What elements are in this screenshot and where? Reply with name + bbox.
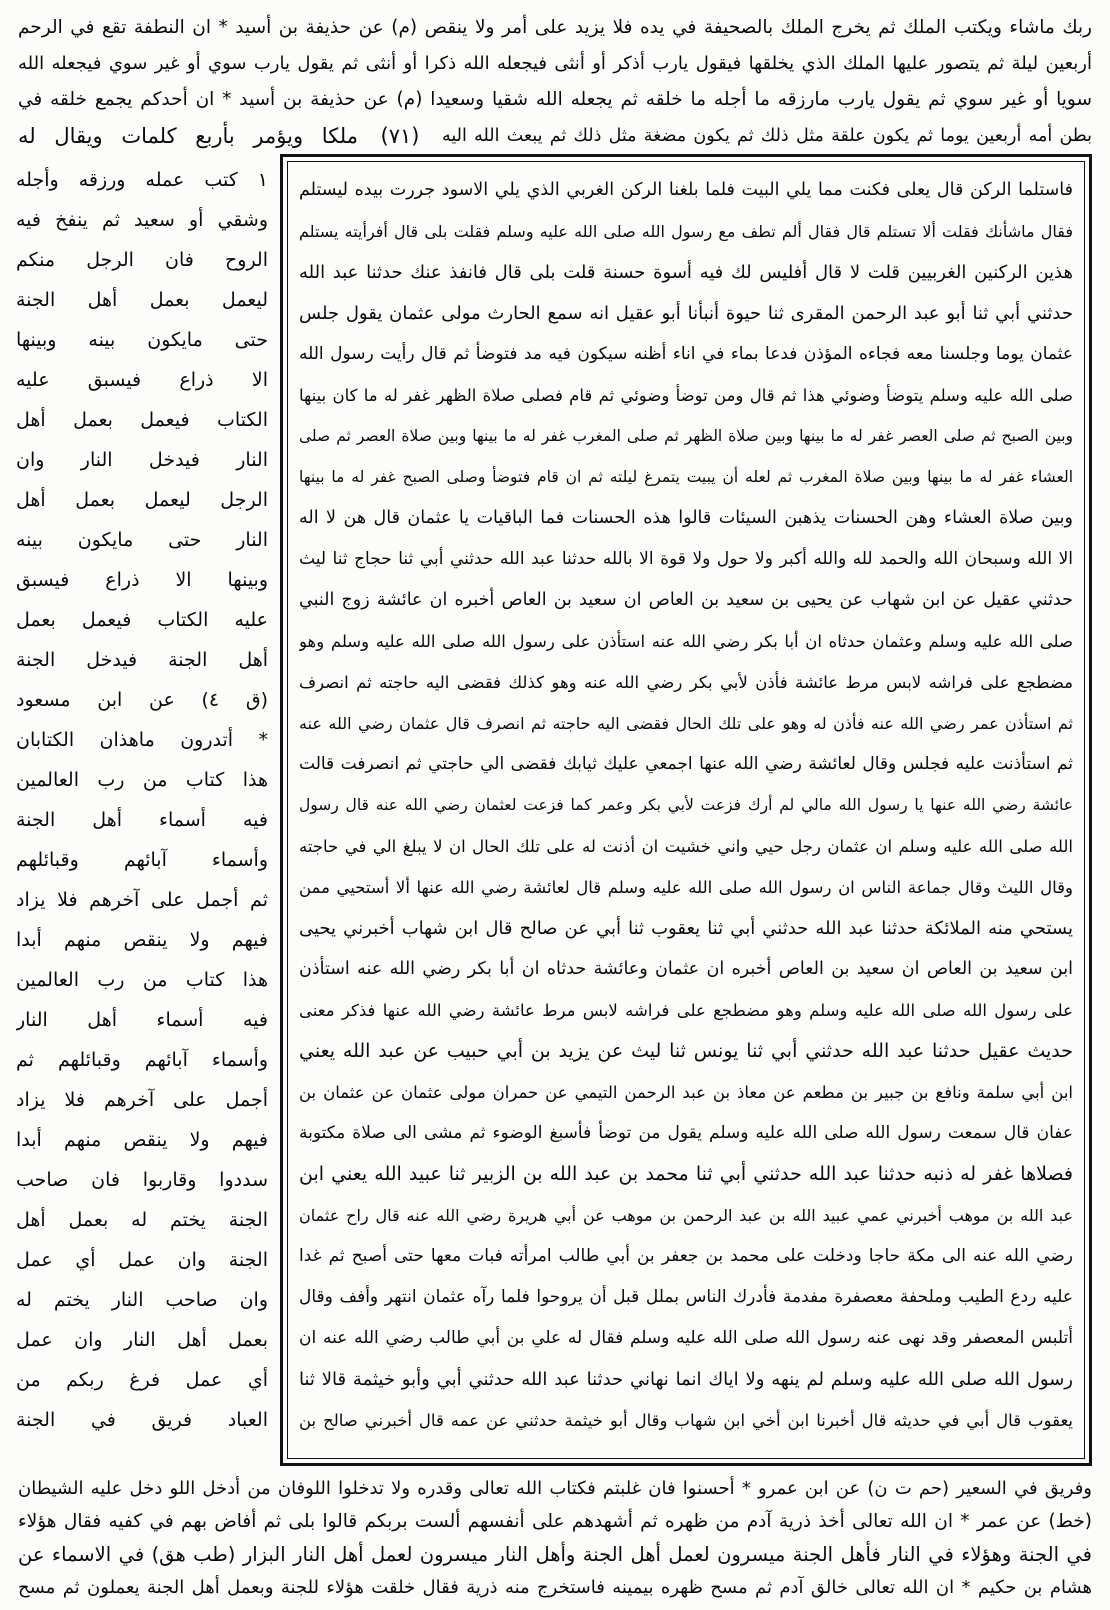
margin-line: أجمل على آخرهم فلا يزاد [16,1089,268,1111]
main-text-line: وبين الصبح ثم صلى العصر غفر له ما بينها وبين صلاة الظهر ثم صلى المغرب غفر له ما بينها وبين صلاة العصر ثم صلى [299,427,1073,445]
margin-line: وأسماء آبائهم وقبائلهم ثم [16,1049,268,1071]
margin-line: * أتدرون ماهذان الكتابان [16,729,268,751]
margin-line: النار فيدخل النار وان [16,449,268,471]
margin-line: النار حتى مايكون بينه [16,529,268,551]
main-text-line: رسول الله صلى الله عليه وسلم لم ينهه ولا اياك انما نهاني حدثنا عبد الله حدثني أبي وأبو خيثمة قالا ثنا [299,1369,1073,1390]
header-line-segment: ملكا ويؤمر بأربع كلمات ويقال له [18,124,358,148]
main-text-line: عثمان يوما وجلسنا معه فجاءه المؤذن فدعا بماء في اناء أظنه سيكون فيه مد فتوضأ ثم قال رأيت رسول الله [299,344,1073,364]
main-text-line: عبد الله بن موهب أخبرني عمي عبيد الله بن عبد الرحمن بن موهب عن أبي هريرة رضي الله عنه قال راح عثمان [299,1206,1073,1225]
margin-line: هذا كتاب من رب العالمين [16,769,268,791]
margin-line: ليعمل بعمل أهل الجنة [16,289,268,311]
main-text-line: فاستلما الركن قال يعلى فكنت مما يلي البيت فلما بلغنا الركن الغربي الذي يلي الاسود جررت بيده ليستلم [299,180,1073,200]
margin-line: الرجل ليعمل بعمل أهل [16,489,268,511]
main-text-line: حدثني أبي ثنا أبو عبد الرحمن المقرى ثنا حيوة أنبأنا أبو عقيل انه سمع الحارث مولى عثمان يقول جلس [299,303,1073,324]
main-text-line: حدثني عقيل عن ابن شهاب عن يحيى بن سعيد بن العاص ان سعيد بن العاص أخبره ان عائشة زوج النبي [299,590,1073,610]
main-text-line: ثم استأذنت عليه فجلس وقال لعائشة رضي الله عنها اجمعي عليك ثيابك فقضى الي حاجتي ثم انصرفت قالت [299,754,1073,774]
main-text-line: صلى الله عليه وسلم يتوضأ وضوئي هذا ثم قال ومن توضأ وضوئي ثم قام فصلى صلاة الظهر غفر له ما كان بينها [299,386,1073,405]
main-text-line: رضي الله عنه الى مكة حاجا ودخلت على محمد بن جعفر بن أبي طالب امرأته فبات معها حتى أصبح ثم غدا [299,1246,1073,1266]
main-text-line: فقال ماشأنك فقلت ألا تستلم قال فقال ألم تطف مع رسول الله صلى الله عليه وسلم فقلت بلى قال أفرأيته يستلم [299,222,1073,241]
margin-line: بعمل أهل النار وان عمل [16,1329,268,1351]
margin-line: الجنة يختم له بعمل أهل [16,1209,268,1231]
margin-line: فيهم ولا ينقص منهم أبدا [16,929,268,951]
margin-line: وأسماء آبائهم وقبائلهم [16,849,268,871]
footer-line: هشام بن حكيم * ان الله تعالى خالق آدم ثم مسح ظهره بيمينه فاستخرج منه ذرية فقال خلقت هؤلاء للجنة وبعمل أهل الجنة يعملون ثم مسح [18,1577,1092,1598]
margin-line: وان صاحب النار يختم له [16,1289,268,1311]
margin-line: فيهم ولا ينقص منهم أبدا [16,1129,268,1151]
margin-line: هذا كتاب من رب العالمين [16,969,268,991]
main-text-line: عائشة رضي الله عنها يا رسول الله مالي لم أرك فزعت لأبي بكر وعمر كما فزعت لعثمان رضي الله عنه قال رسول [299,796,1073,814]
margin-line: وشقي أو سعيد ثم ينفخ فيه [16,209,268,231]
main-text-line: وبين صلاة العشاء وهن الحسنات يذهبن السيئات قالوا هذه الحسنات فما الباقيات يا عثمان قال هن لا اله [299,508,1073,528]
main-text-line: على رسول الله صلى الله عليه وسلم وهو مضطجع على فراشه لابس مرط عائشة رضي الله عنها فذكر معنى [299,1001,1073,1020]
main-text-line: فصلاها غفر له ذنبه حدثنا عبد الله حدثني أبي ثنا محمد بن عبد الله بن الزبير ثنا عبيد الله يعني ابن [299,1163,1073,1185]
main-text-line: العشاء غفر له ما بينها وبين صلاة المغرب ثم لعله أن يبيت يتمرغ ليلته ثم ان قام فتوضأ وصلى الصبح غفر له ما بينها [299,468,1073,486]
margin-line: وبينها الا ذراع فيسبق [16,569,268,591]
footer-line: (خط) عن عمر * ان الله تعالى أخذ ذرية آدم من ظهره ثم أشهدهم على أنفسهم ألست بربكم قالوا بلى ثم أفاض بهم في كفيه فقال هؤلاء [18,1511,1092,1532]
margin-line: ١ كتب عمله ورزقه وأجله [16,169,268,191]
margin-line: الا ذراع فيسبق عليه [16,369,268,391]
margin-line: فيه أسماء أهل النار [16,1009,268,1031]
main-text-line: ثم استأذن عمر رضي الله عنه فأذن له وهو على تلك الحال فقضى اليه حاجته ثم انصرف قال عثمان رضي الله عنه [299,714,1073,733]
main-text-line: صلى الله عليه وسلم وعثمان حدثاه ان أبا بكر رضي الله عنه استأذن على رسول الله صلى الله عليه وسلم وهو [299,632,1073,651]
main-text-line: يعقوب قال أبي في حديثه قال أخبرنا ابن أخي ابن شهاب وقال أبو خيثمة حدثني عن عمه قال أخبرني صالح بن [299,1411,1073,1430]
footer-line: وفريق في السعير (حم ت ن) عن ابن عمرو * أحسنوا فان غلبتم فكتاب الله تعالى وقدره ولا تدخلوا اللوفان من أدخل اللو دخل عليه الشيطان [18,1478,1092,1499]
footer-text-block [18,1472,1092,1604]
header-line: سويا أو غير سوي ثم يقول يارب مارزقه ما أجله ما خلقه ثم يجعله الله شقيا وسعيدا (م) عن حذيفة بن أسيد * ان أحدكم يجمع خلقه في [18,89,1092,110]
main-text-line: وقال الليث وقال جماعة الناس ان رسول الله صلى الله عليه وسلم قال لعائشة رضي الله عنها ألا أستحيي ممن [299,878,1073,897]
main-text-line: عفان قال سمعت رسول الله صلى الله عليه وسلم يقول من توضأ فأسبغ الوضوء ثم مشى الى صلاة مكتوبة [299,1123,1073,1143]
main-text-box-inner-border [287,161,1085,1459]
main-text-line: حديث عقيل حدثنا عبد الله حدثني أبي ثنا يونس ثنا ليث عن يزيد بن أبي حبيب عن عبد الله يعني [299,1040,1073,1062]
header-line: أربعين ليلة ثم يتصور عليها الملك الذي يخلقها فيقول يارب أذكر أو أنثى فيجعله الله ذكرا أو أنثى ثم يقول يارب سوي أو غير سوي فيجعله الله [18,53,1092,74]
main-text-line: ابن سعيد بن العاص ان سعيد بن العاص أخبره ان عثمان وعائشة حدثاه ان أبا بكر رضي الله عنه استأذن [299,959,1073,979]
margin-line: سددوا وقاربوا فان صاحب [16,1169,268,1191]
main-text-line: أتلبس المعصفر وقد نهى عنه رسول الله صلى الله عليه وسلم فقال له علي بن أبي طالب رضي الله عنه ان [299,1328,1073,1348]
margin-line: الروح فان الرجل منكم [16,249,268,271]
header-line-segment: بطن أمه أربعين يوما ثم يكون علقة مثل ذلك ثم يكون مضغة مثل ذلك ثم يبعث الله اليه [442,126,1092,146]
main-text-line: ابن أبي سلمة ونافع بن جبير بن مطعم عن معاذ بن عبد الرحمن التيمي عن حمران مولى عثمان عن عثمان بن [299,1083,1073,1102]
page-number: (٧١) [380,124,420,148]
margin-line: حتى مايكون بينه وبينها [16,329,268,351]
margin-line: ثم أجمل على آخرهم فلا يزاد [16,889,268,911]
margin-line: الكتاب فيعمل بعمل أهل [16,409,268,431]
margin-line: عليه الكتاب فيعمل بعمل [16,609,268,631]
header-line: ربك ماشاء ويكتب الملك ثم يخرج الملك بالصحيفة في يده فلا يزيد على أمر ولا ينقص (م) عن حذيفة بن أسيد * ان النطفة تقع في الرحم [18,17,1092,38]
header-line-with-page-number [18,118,1092,154]
footer-line: في الجنة وهؤلاء في النار فأهل الجنة ميسرون لعمل أهل الجنة وأهل النار ميسرون لعمل أهل النار البزار (طب هق) في الاسماء عن [18,1543,1092,1566]
main-text-line: عليه ردع الطيب وملحفة معصفرة مفدمة فأدرك الناس بملل قبل أن يروحوا فلما رآه عثمان انتهر وأفف وقال [299,1287,1073,1307]
margin-commentary-column [16,160,268,1440]
margin-line: أهل الجنة فيدخل الجنة [16,649,268,671]
margin-line: (ق ٤) عن ابن مسعود [16,689,268,711]
margin-line: الجنة وان عمل أي عمل [16,1249,268,1271]
margin-line: أي عمل فرغ ربكم من [16,1369,268,1391]
main-text-box [280,154,1092,1466]
margin-line: فيه أسماء أهل الجنة [16,809,268,831]
main-text-line: الا الله وسبحان الله والحمد لله والله أكبر ولا حول ولا قوة الا بالله حدثنا عبد الله حدثني أبي ثنا حجاج ثنا ليث [299,549,1073,569]
header-text-block [18,10,1092,154]
main-text-line: مضطجع على فراشه لابس مرط عائشة فأذن لأبي بكر رضي الله عنه وهو كذلك فقضى اليه حاجته ثم انصرف [299,673,1073,692]
main-text-line: يستحي منه الملائكة حدثنا عبد الله حدثني أبي ثنا يعقوب ثنا أبي عن صالح قال ابن شهاب أخبرني يحيى [299,918,1073,939]
main-text-line: الله صلى الله عليه وسلم ان عثمان رجل حيي واني خشيت ان أذنت له على تلك الحال ان لا يبلغ الي في حاجته [299,837,1073,856]
main-text-line: هذين الركنين الغربيين قلت لا قال أفليس لك فيه أسوة حسنة قلت بلى قال فانفذ عنك حدثنا عبد الله [299,262,1073,283]
margin-line: العباد فريق في الجنة [16,1409,268,1431]
